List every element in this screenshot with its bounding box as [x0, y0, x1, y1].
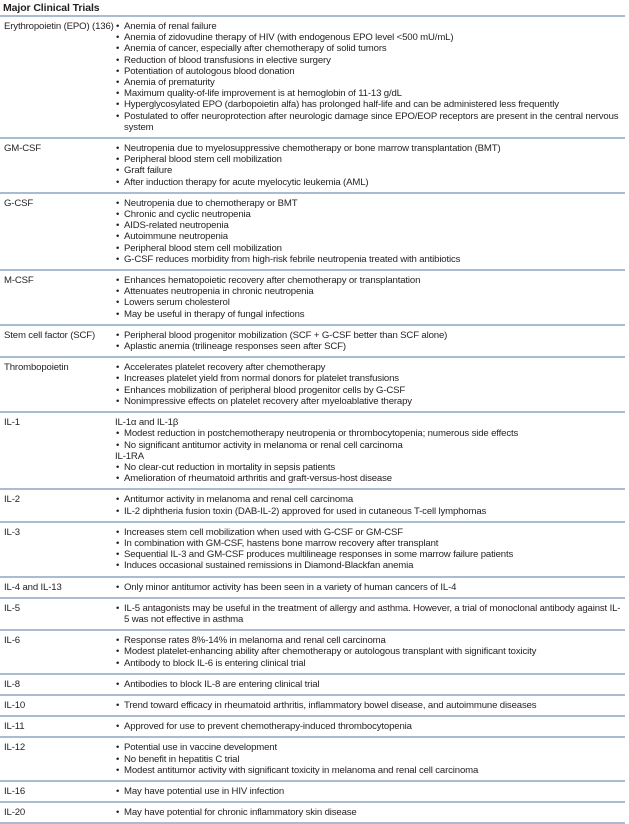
- table-row: [0, 194, 625, 271]
- agent-name: IL-10: [4, 699, 26, 711]
- agent-name: IL-5: [4, 602, 20, 614]
- bullet-item: • No benefit in hepatitis C trial: [115, 754, 625, 765]
- bullet-item: • Neutropenia due to chemotherapy or BMT: [115, 198, 625, 209]
- bullet-item: • Potentiation of autologous blood donation: [115, 66, 625, 77]
- bullet-item: • Antibody to block IL-6 is entering clinical trial: [115, 658, 625, 669]
- bullet-item: • Trend toward efficacy in rheumatoid arthritis, inflammatory bowel disease, and autoimmune diseases: [115, 700, 625, 711]
- table-body: [0, 17, 629, 824]
- table-row: [0, 675, 625, 696]
- table-row: [0, 738, 625, 782]
- clinical-uses-list: [115, 742, 625, 776]
- bullet-item: • Amelioration of rheumatoid arthritis and graft-versus-host disease: [115, 473, 625, 484]
- bullet-item: • Increases stem cell mobilization when used with G-CSF or GM-CSF: [115, 527, 625, 538]
- bullet-item: • Neutropenia due to myelosuppressive chemotherapy or bone marrow transplantation (BMT): [115, 143, 625, 154]
- agent-name: GM-CSF: [4, 143, 41, 155]
- clinical-uses-list: [115, 494, 625, 516]
- bullet-item: • IL-5 antagonists may be useful in the treatment of allergy and asthma. However, a trial of monoclonal antibody against IL-5 was not effective in asthma: [115, 603, 625, 625]
- clinical-uses-list: [115, 362, 625, 407]
- clinical-uses-list: [115, 143, 625, 188]
- bullet-item: • Approved for use to prevent chemotherapy-induced thrombocytopenia: [115, 721, 625, 732]
- clinical-uses-list: [115, 721, 625, 732]
- clinical-uses-list: [115, 198, 625, 265]
- agent-name: IL-3: [4, 526, 20, 538]
- clinical-uses-list: [115, 527, 625, 572]
- agent-name: IL-8: [4, 678, 20, 690]
- bullet-item: • Response rates 8%-14% in melanoma and renal cell carcinoma: [115, 635, 625, 646]
- table-row: [0, 139, 625, 194]
- table-row: [0, 17, 625, 139]
- bullet-item: • Anemia of zidovudine therapy of HIV (with endogenous EPO level <500 mU/mL): [115, 32, 625, 43]
- table-row: [0, 413, 625, 490]
- bullet-item: • Modest antitumor activity with significant toxicity in melanoma and renal cell carcinoma: [115, 765, 625, 776]
- bullet-item: • Postulated to offer neuroprotection after neurologic damage since EPO/EOP receptors are present in the central nervous system: [115, 111, 625, 133]
- bullet-item: • Increases platelet yield from normal donors for platelet transfusions: [115, 373, 625, 384]
- agent-name: Thrombopoietin: [4, 362, 69, 374]
- table-row: [0, 696, 625, 717]
- table-row: [0, 717, 625, 738]
- bullet-item: • May be useful in therapy of fungal infections: [115, 309, 625, 320]
- table-row: [0, 578, 625, 599]
- bullet-item: • Attenuates neutropenia in chronic neutropenia: [115, 286, 625, 297]
- clinical-uses-list: [115, 635, 625, 669]
- bullet-item: • Maximum quality-of-life improvement is at hemoglobin of 11-13 g/dL: [115, 88, 625, 99]
- bullet-item: • Peripheral blood stem cell mobilization: [115, 243, 625, 254]
- bullet-item: • Lowers serum cholesterol: [115, 297, 625, 308]
- bullet-item: • After induction therapy for acute myelocytic leukemia (AML): [115, 177, 625, 188]
- bullet-item: • Enhances mobilization of peripheral blood progenitor cells by G-CSF: [115, 385, 625, 396]
- bullet-item: • Chronic and cyclic neutropenia: [115, 209, 625, 220]
- bullet-item: • Sequential IL-3 and GM-CSF produces multilineage responses in some marrow failure patients: [115, 549, 625, 560]
- bullet-item: • Graft failure: [115, 165, 625, 176]
- bullet-item: • No significant antitumor activity in melanoma or renal cell carcinoma: [115, 440, 625, 451]
- bullet-item: • Anemia of prematurity: [115, 77, 625, 88]
- bullet-item: • May have potential for chronic inflammatory skin disease: [115, 807, 625, 818]
- bullet-item: • Induces occasional sustained remissions in Diamond-Blackfan anemia: [115, 560, 625, 571]
- clinical-uses-list: [115, 582, 625, 593]
- table-row: [0, 523, 625, 578]
- table-row: [0, 803, 625, 824]
- table-row: [0, 490, 625, 522]
- clinical-uses-list: [115, 330, 625, 352]
- table-row: [0, 631, 625, 675]
- bullet-item: • Modest reduction in postchemotherapy neutropenia or thrombocytopenia; numerous side effects: [115, 428, 625, 439]
- agent-name: IL-2: [4, 494, 20, 506]
- bullet-item: • Enhances hematopoietic recovery after chemotherapy or transplantation: [115, 275, 625, 286]
- bullet-item: • Modest platelet-enhancing ability after chemotherapy or autologous transplant with significant toxicity: [115, 646, 625, 657]
- agent-name: IL-11: [4, 721, 25, 733]
- bullet-item: • Only minor antitumor activity has been seen in a variety of human cancers of IL-4: [115, 582, 625, 593]
- bullet-item: • Potential use in vaccine development: [115, 742, 625, 753]
- bullet-item: • In combination with GM-CSF, hastens bone marrow recovery after transplant: [115, 538, 625, 549]
- bullet-item: • Peripheral blood progenitor mobilization (SCF + G-CSF better than SCF alone): [115, 330, 625, 341]
- bullet-item: • IL-2 diphtheria fusion toxin (DAB-IL-2) approved for used in cutaneous T-cell lymphomas: [115, 506, 625, 517]
- table-row: [0, 326, 625, 358]
- clinical-uses-list: [115, 679, 625, 690]
- bullet-item: • No clear-cut reduction in mortality in sepsis patients: [115, 462, 625, 473]
- bullet-item: • Antibodies to block IL-8 are entering clinical trial: [115, 679, 625, 690]
- agent-name: G-CSF: [4, 197, 34, 209]
- table-row: [0, 358, 625, 413]
- table-title: Major Clinical Trials: [3, 2, 100, 14]
- subheading: IL-1α and IL-1β: [115, 417, 179, 429]
- bullet-item: • Hyperglycosylated EPO (darbopoietin alfa) has prolonged half-life and can be administered less frequently: [115, 99, 625, 110]
- bullet-item: • Nonimpressive effects on platelet recovery after myeloablative therapy: [115, 396, 625, 407]
- bullet-item: • Anemia of cancer, especially after chemotherapy of solid tumors: [115, 43, 625, 54]
- agent-name: IL-6: [4, 635, 20, 647]
- clinical-uses-list: [115, 417, 625, 484]
- bullet-item: • Autoimmune neutropenia: [115, 231, 625, 242]
- bullet-item: • AIDS-related neutropenia: [115, 220, 625, 231]
- bullet-item: • Aplastic anemia (trilineage responses seen after SCF): [115, 341, 625, 352]
- agent-name: M-CSF: [4, 275, 34, 287]
- agent-name: Stem cell factor (SCF): [4, 329, 96, 341]
- bullet-item: • Reduction of blood transfusions in elective surgery: [115, 55, 625, 66]
- table-row: [0, 271, 625, 326]
- agent-name: IL-4 and IL-13: [4, 581, 62, 593]
- subheading: IL-1RA: [115, 450, 144, 462]
- bullet-item: • G-CSF reduces morbidity from high-risk febrile neutropenia treated with antibiotics: [115, 254, 625, 265]
- table-row: [0, 599, 625, 631]
- agent-name: IL-1: [4, 417, 20, 429]
- bullet-item: • Antitumor activity in melanoma and renal cell carcinoma: [115, 494, 625, 505]
- agent-name: IL-16: [4, 785, 26, 797]
- agent-name: Erythropoietin (EPO) (136): [4, 21, 114, 32]
- agent-name: IL-12: [4, 742, 26, 754]
- agent-name: IL-20: [4, 807, 26, 819]
- clinical-uses-list: [115, 807, 625, 818]
- clinical-uses-list: [115, 700, 625, 711]
- bullet-item: • Peripheral blood stem cell mobilization: [115, 154, 625, 165]
- clinical-uses-list: [115, 786, 625, 797]
- clinical-uses-list: [115, 275, 625, 320]
- bullet-item: • Accelerates platelet recovery after chemotherapy: [115, 362, 625, 373]
- clinical-uses-list: [115, 603, 625, 625]
- bullet-item: • Anemia of renal failure: [115, 21, 625, 32]
- clinical-uses-list: [115, 21, 625, 133]
- bullet-item: • May have potential use in HIV infection: [115, 786, 625, 797]
